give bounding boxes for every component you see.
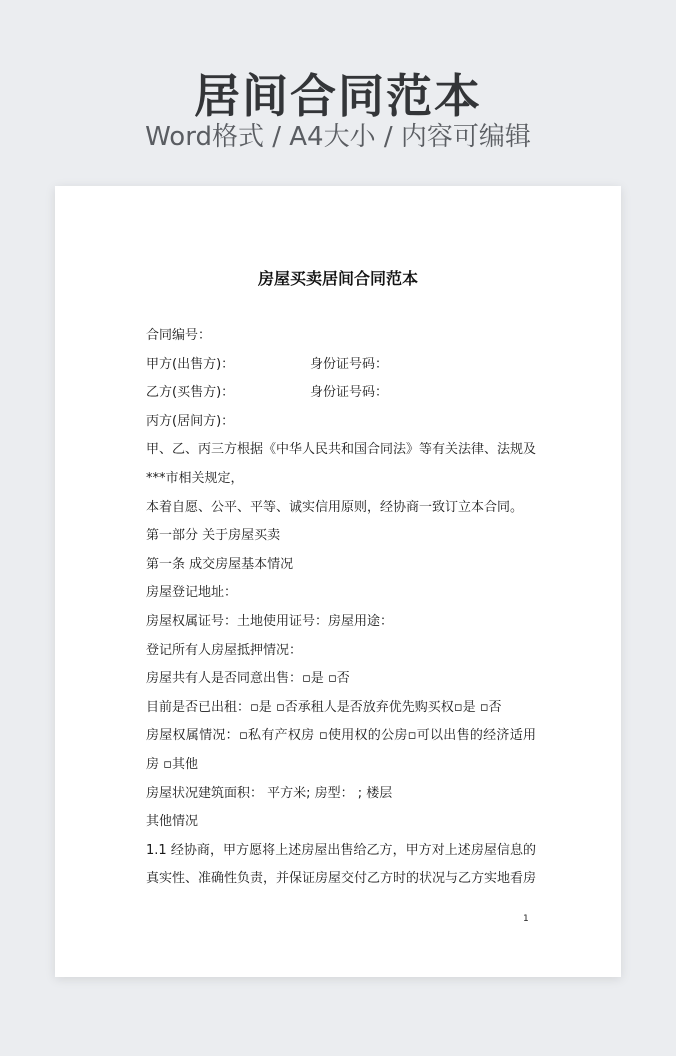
document-body — [146, 322, 536, 894]
document-title: 房屋买卖居间合同范本 — [257, 269, 418, 288]
party-b-line — [146, 379, 536, 408]
hero-subtitle: Word格式 / A4大小 / 内容可编辑 — [145, 122, 531, 152]
paragraph-line: 房 ▫其他 — [146, 756, 198, 772]
paragraph-line: ***市相关规定， — [146, 470, 244, 486]
paragraph-line: 房屋权属情况：▫私有产权房 ▫使用权的公房▫可以出售的经济适用 — [146, 728, 536, 744]
paragraph-line: 1.1 经协商，甲方愿将上述房屋出售给乙方，甲方对上述房屋信息的 — [146, 842, 536, 858]
party-a-label: 甲方(出售方)： — [146, 356, 235, 372]
party-b-label: 乙方(买售方)： — [146, 385, 235, 401]
paragraph-line: 房屋权属证号：土地使用证号：房屋用途： — [146, 613, 394, 629]
party-a-line — [146, 351, 536, 380]
paragraph-line: 登记所有人房屋抵押情况： — [146, 642, 303, 658]
party-b-id-label: 身份证号码： — [310, 385, 389, 401]
document-page — [55, 186, 621, 977]
party-a-id-label: 身份证号码： — [310, 356, 389, 372]
paragraph-line: 本着自愿、公平、平等、诚实信用原则，经协商一致订立本合同。 — [146, 499, 524, 515]
paragraph-line: 房屋共有人是否同意出售：▫是 ▫否 — [146, 671, 350, 687]
paragraph-line: 真实性、准确性负责，并保证房屋交付乙方时的状况与乙方实地看房 — [146, 871, 537, 887]
paragraph-line: 目前是否已出租：▫是 ▫否承租人是否放弃优先购买权▫是 ▫否 — [146, 699, 502, 715]
section-heading: 第一部分 关于房屋买卖 — [146, 528, 281, 544]
contract-number-line: 合同编号： — [146, 328, 212, 343]
paragraph-line: 甲、乙、丙三方根据《中华人民共和国合同法》等有关法律、法规及 — [146, 442, 537, 458]
paragraph-line: 其他情况 — [146, 814, 199, 830]
paragraph-line: 房屋登记地址： — [146, 585, 238, 601]
article-heading: 第一条 成交房屋基本情况 — [146, 556, 294, 572]
party-c-line: 丙方(居间方)： — [146, 413, 235, 429]
page-number: 1 — [523, 914, 529, 924]
paragraph-line: 房屋状况建筑面积： 平方米; 房型： ; 楼层 — [146, 785, 393, 801]
hero-title: 居间合同范本 — [194, 69, 482, 123]
